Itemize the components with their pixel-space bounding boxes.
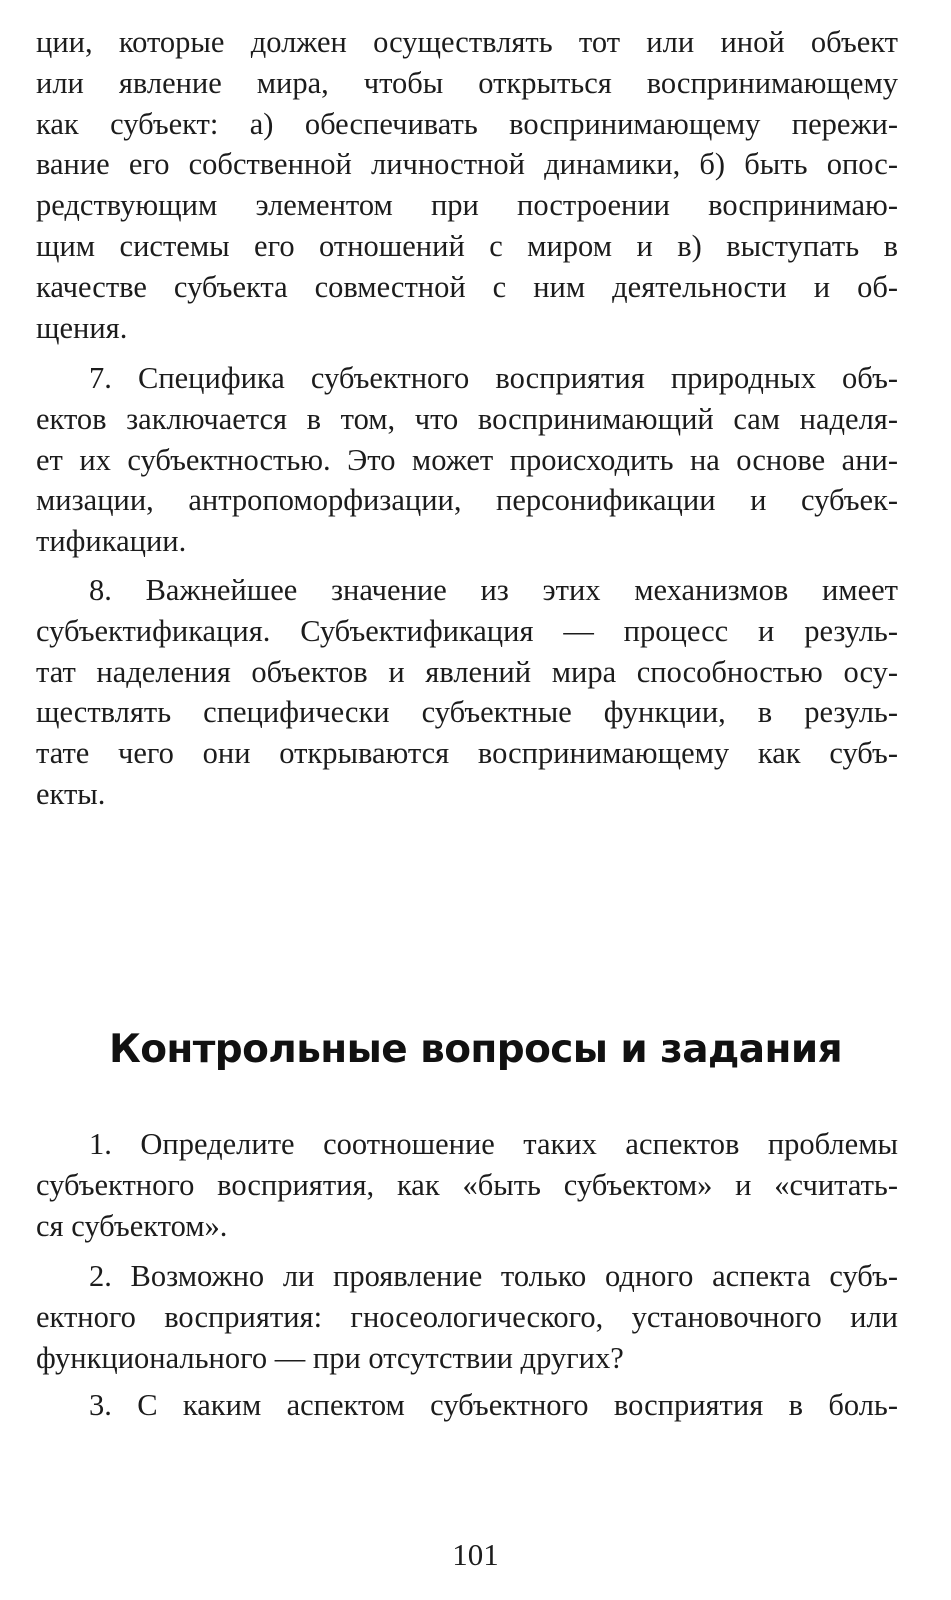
text-line: ектного восприятия: гносеологического, установочного или [36, 1299, 898, 1334]
text-line: ции, которые должен осуществлять тот или иной объект [36, 25, 898, 59]
text-line: ся субъектом». [36, 1208, 228, 1243]
text-line: ществлять специфически субъектные функции, в резуль- [36, 695, 898, 730]
paragraph-continuation [36, 22, 898, 348]
text-line: тате чего они открываются воспринимающему как субъ- [36, 736, 898, 771]
text-line: тификации. [36, 524, 187, 559]
text-line: 1. Определите соотношение таких аспектов проблемы [89, 1127, 898, 1161]
paragraph-point-8 [36, 570, 898, 815]
page-number: 101 [452, 1537, 499, 1572]
text-line: вание его собственной личностной динамики, б) быть опос- [36, 147, 898, 182]
text-line: 8. Важнейшее значение из этих механизмов имеет [89, 573, 898, 607]
text-line: 2. Возможно ли проявление только одного аспекта субъ- [89, 1259, 898, 1293]
text-line: екты. [36, 776, 106, 811]
question-2 [36, 1256, 898, 1378]
question-3 [36, 1385, 898, 1426]
text-line: субъектного восприятия, как «быть субъектом» и «считать- [36, 1167, 898, 1202]
text-line: щения. [36, 310, 128, 345]
text-line: функционального — при отсутствии других? [36, 1340, 624, 1375]
text-line: как субъект: а) обеспечивать воспринимающему пережи- [36, 106, 898, 141]
text-line: ектов заключается в том, что воспринимающий сам наделя- [36, 401, 898, 436]
text-line: редствующим элементом при построении воспринимаю- [36, 188, 898, 223]
text-line: 7. Специфика субъектного восприятия природных объ- [89, 361, 898, 395]
text-line: мизации, антропоморфизации, персонификации и субъек- [36, 483, 898, 518]
paragraph-point-7 [36, 358, 898, 562]
text-line: или явление мира, чтобы открыться воспринимающему [36, 65, 898, 100]
text-line: субъектификация. Субъектификация — процесс и резуль- [36, 613, 898, 648]
section-heading: Контрольные вопросы и задания [108, 1027, 843, 1072]
text-line: 3. С каким аспектом субъектного восприятия в боль- [89, 1388, 898, 1422]
text-line: тат наделения объектов и явлений мира способностью осу- [36, 654, 898, 689]
question-1 [36, 1124, 898, 1246]
text-line: щим системы его отношений с миром и в) выступать в [36, 228, 898, 263]
text-line: качестве субъекта совместной с ним деятельности и об- [36, 269, 898, 304]
text-line: ет их субъектностью. Это может происходить на основе ани- [36, 442, 898, 477]
